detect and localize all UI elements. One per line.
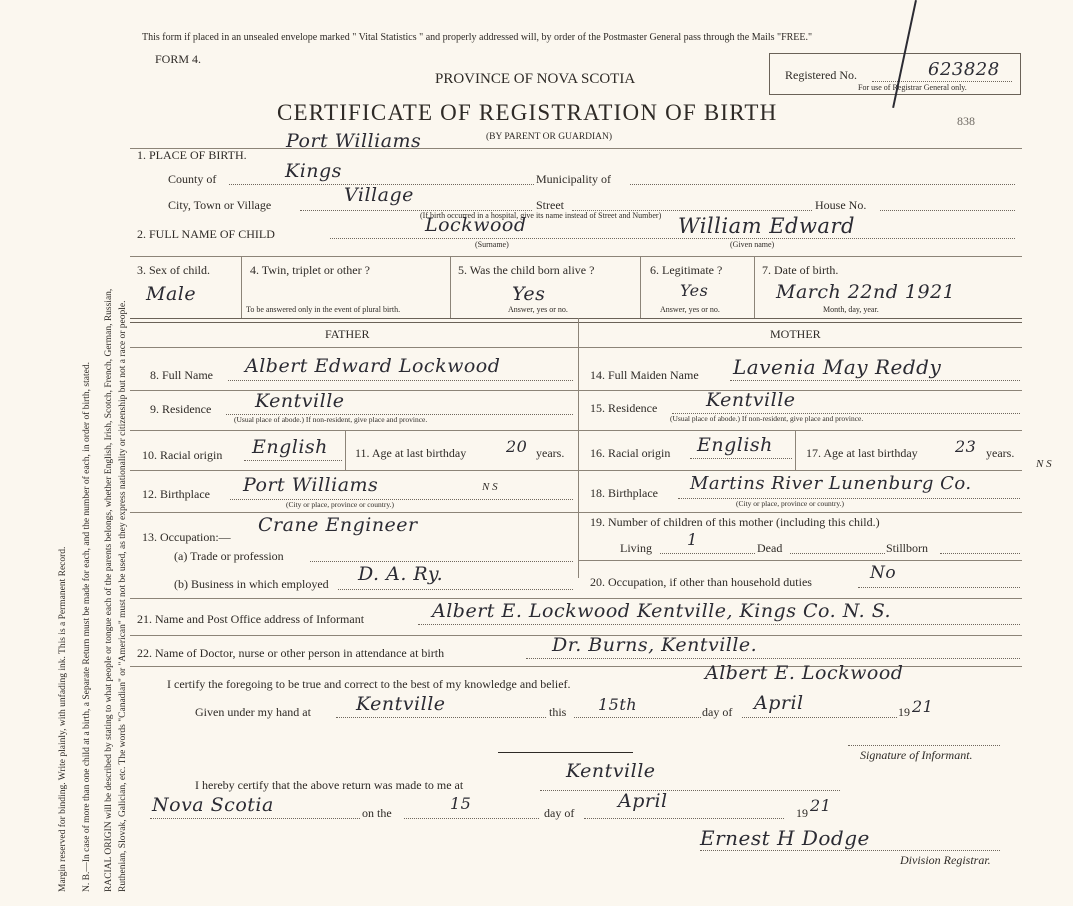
margin-note-racial-origin: RACIAL ORIGIN will be described by stating to what people or tongue each of the parents belongs, whether English, Irish, Scotch, French, German, Russian, [104,288,114,892]
certify-month-value: April [754,692,804,714]
registered-number-note: For use of Registrar General only. [858,83,967,92]
father-birthplace-province: N S [482,481,498,493]
mother-racial-origin-value: English [697,434,773,456]
mother-age-label: 17. Age at last birthday [806,446,918,460]
child-name-label: 2. FULL NAME OF CHILD [137,227,275,241]
place-of-birth-value: Port Williams [286,130,422,152]
father-name-value: Albert Edward Lockwood [245,355,501,377]
legitimate-label: 6. Legitimate ? [650,263,723,277]
mail-notice: This form if placed in an unsealed envelope marked " Vital Statistics " and properly addressed will, by order of the Postmaster General pass through the Mails "FREE." [142,32,813,43]
registered-number-label: Registered No. [785,68,857,82]
sex-value: Male [146,283,197,305]
informant-label: 21. Name and Post Office address of Informant [137,612,365,626]
date-of-birth-label: 7. Date of birth. [762,263,839,277]
mother-birthplace-label: 18. Birthplace [590,486,658,500]
given-name-note: (Given name) [730,240,775,249]
signature-of-informant-label: Signature of Informant. [860,748,973,762]
business-employed-label: (b) Business in which employed [174,577,329,591]
mother-name-label: 14. Full Maiden Name [590,368,699,382]
child-given-name: William Edward [678,214,855,238]
father-heading: FATHER [325,327,370,341]
mother-years-label: years. [986,446,1015,460]
sex-label: 3. Sex of child. [137,263,210,277]
certify-day-of-label: day of [702,705,733,719]
born-alive-note: Answer, yes or no. [508,305,568,314]
living-label: Living [620,541,652,555]
mother-occupation-label: 20. Occupation, if other than household duties [590,575,812,589]
born-alive-label: 5. Was the child born alive ? [458,263,595,277]
mother-racial-origin-label: 16. Racial origin [590,446,671,460]
certificate-subtitle: (BY PARENT OR GUARDIAN) [486,132,613,142]
registrar-day-value: 15 [450,794,472,813]
given-place-value: Kentville [356,693,446,715]
trade-profession-label: (a) Trade or profession [174,549,284,563]
father-birthplace-value: Port Williams [243,474,379,496]
mother-residence-value: Kentville [706,389,796,411]
hospital-note: (If birth occurred in a hospital, give its name instead of Street and Number) [420,211,662,220]
margin-note-multiple-births: N. B.—In case of more than one child at a birth, a Separate Return must be made for each, and the number of each, in order of birth, stated. [82,362,92,892]
date-of-birth-value: March 22nd 1921 [776,281,956,303]
province-heading: PROVINCE OF NOVA SCOTIA [435,71,636,87]
mother-residence-note: (Usual place of abode.) If non-resident, give place and province. [670,414,864,423]
children-count-label: 19. Number of children of this mother (including this child.) [590,515,880,529]
margin-note-binding: Margin reserved for binding. Write plainly, with unfading ink. This is a Permanent Record. [58,546,68,892]
county-value: Kings [285,160,342,182]
dead-label: Dead [757,541,783,555]
mother-name-value: Lavenia May Reddy [733,355,942,379]
father-name-label: 8. Full Name [150,368,213,382]
legitimate-note: Answer, yes or no. [660,305,720,314]
father-birthplace-label: 12. Birthplace [142,487,210,501]
twin-label: 4. Twin, triplet or other ? [250,263,370,277]
father-years-label: years. [536,446,565,460]
city-town-village-value: Village [344,184,414,206]
father-residence-label: 9. Residence [150,402,212,416]
mother-residence-label: 15. Residence [590,401,658,415]
father-occupation-value: Crane Engineer [258,514,418,536]
twin-note: To be answered only in the event of plural birth. [246,305,401,314]
informant-value: Albert E. Lockwood Kentville, Kings Co. N. S. [432,600,892,622]
corner-mark: 838 [957,114,975,128]
father-racial-origin-label: 10. Racial origin [142,448,223,462]
registrar-signature: Ernest H Dodge [700,826,870,850]
mother-birthplace-value: Martins River Lunenburg Co. [690,473,972,494]
father-residence-note: (Usual place of abode.) If non-resident, give place and province. [234,415,428,424]
stillborn-label: Stillborn [886,541,929,555]
father-age-value: 20 [506,437,528,456]
municipality-label: Municipality of [536,172,611,186]
given-under-hand-label: Given under my hand at [195,705,311,719]
registrar-year-value: 21 [810,796,832,815]
certify-day-value: 15th [598,695,638,714]
father-occupation-label: 13. Occupation:— [142,530,231,544]
doctor-label: 22. Name of Doctor, nurse or other person in attendance at birth [137,646,445,660]
mother-birthplace-province: N S [1036,458,1052,470]
surname-note: (Surname) [475,240,509,249]
city-town-village-label: City, Town or Village [168,198,272,212]
division-registrar-label: Division Registrar. [900,853,991,867]
mother-age-value: 23 [955,437,977,456]
father-racial-origin-value: English [252,436,328,458]
certify-year-value: 21 [912,697,934,716]
certificate-title: CERTIFICATE OF REGISTRATION OF BIRTH [277,100,778,125]
living-value: 1 [687,530,698,549]
born-alive-value: Yes [512,283,546,305]
mother-occupation-value: No [870,563,897,583]
registrar-month-value: April [618,790,668,812]
registrar-day-of-label: day of [544,806,575,820]
margin-note-racial-origin-cont: Ruthenian, Slovak, Galician, etc. The words "Canadian" or "American" must not be used, as they express nationality or citizenship but not a race or people. [118,300,128,892]
registered-number-value: 623828 [928,59,1000,80]
house-number-label: House No. [815,198,867,212]
street-label: Street [536,198,564,212]
doctor-value: Dr. Burns, Kentville. [552,634,758,656]
date-of-birth-note: Month, day, year. [823,305,879,314]
legitimate-value: Yes [680,281,709,300]
form-number: FORM 4. [155,52,202,66]
registrar-on-the-label: on the [362,806,392,820]
father-age-label: 11. Age at last birthday [355,446,467,460]
informant-certify-text: I certify the foregoing to be true and correct to the best of my knowledge and belief. [167,677,571,691]
registrar-place-value: Kentville [566,760,656,782]
place-of-birth-label: 1. PLACE OF BIRTH. [137,148,247,162]
father-residence-value: Kentville [255,390,345,412]
registrar-year-prefix: 19 [796,806,808,820]
county-label: County of [168,172,217,186]
registrar-certify-text: I hereby certify that the above return was made to me at [195,778,464,792]
child-surname: Lockwood [425,214,527,236]
mother-heading: MOTHER [770,327,821,341]
registrar-province-value: Nova Scotia [152,794,274,816]
mother-birthplace-note: (City or place, province or country.) [736,499,845,508]
business-employed-value: D. A. Ry. [358,563,444,585]
father-birthplace-note: (City or place, province or country.) [286,500,395,509]
informant-signature: Albert E. Lockwood [705,662,904,684]
certify-year-prefix: 19 [898,705,910,719]
this-label: this [549,705,567,719]
